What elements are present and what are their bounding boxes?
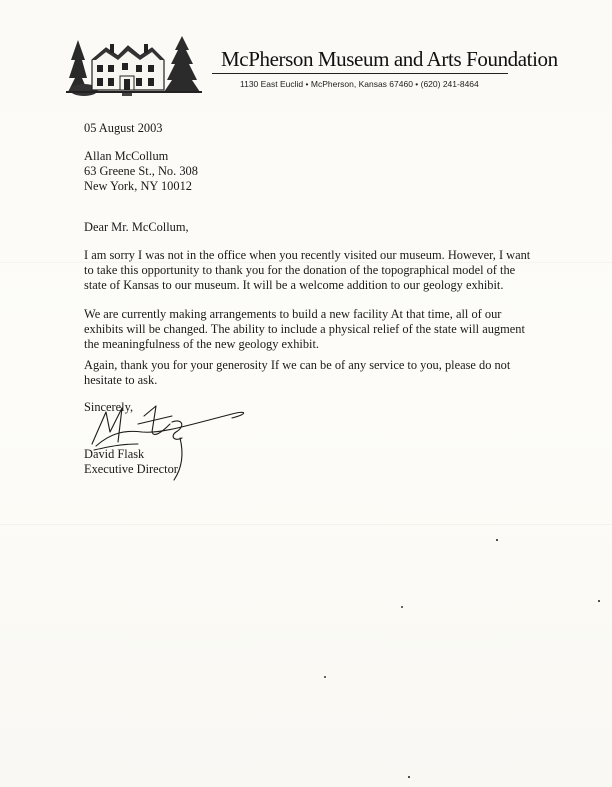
museum-house-logo [66, 34, 202, 98]
letterhead-rule [212, 73, 508, 74]
signer-title: Executive Director [84, 462, 178, 476]
paper-speck [401, 606, 403, 608]
paragraph-line: to take this opportunity to thank you for the donation of the topographical model of the [84, 263, 516, 277]
paragraph-line: the meaningfulness of the new geology exhibit. [84, 337, 320, 351]
body-paragraph [84, 307, 554, 352]
signer-name: David Flask [84, 447, 145, 461]
recipient-city: New York, NY 10012 [84, 179, 192, 193]
body-paragraph [84, 358, 554, 388]
paper-speck [408, 776, 410, 778]
organization-name: McPherson Museum and Arts Foundation [221, 47, 558, 71]
paper-speck [324, 676, 326, 678]
paper-fold-line [0, 524, 612, 525]
paragraph-line: Again, thank you for your generosity If we can be of any service to you, please do not [84, 358, 511, 372]
paragraph-line: hesitate to ask. [84, 373, 158, 387]
salutation: Dear Mr. McCollum, [84, 220, 189, 234]
paragraph-line: exhibits will be changed. The ability to include a physical relief of the state will augment [84, 322, 525, 336]
organization-address: 1130 East Euclid • McPherson, Kansas 67460 • (620) 241-8464 [240, 79, 479, 89]
paper-speck [496, 539, 498, 541]
paragraph-line: state of Kansas to our museum. It will be a welcome addition to our geology exhibit. [84, 278, 504, 292]
letter-date: 05 August 2003 [84, 121, 163, 135]
recipient-street: 63 Greene St., No. 308 [84, 164, 198, 178]
body-paragraph [84, 248, 554, 293]
recipient-name: Allan McCollum [84, 149, 169, 163]
paper-speck [598, 600, 600, 602]
paragraph-line: I am sorry I was not in the office when you recently visited our museum. However, I want [84, 248, 531, 262]
closing: Sincerely, [84, 400, 134, 414]
paragraph-line: We are currently making arrangements to build a new facility At that time, all of our [84, 307, 502, 321]
